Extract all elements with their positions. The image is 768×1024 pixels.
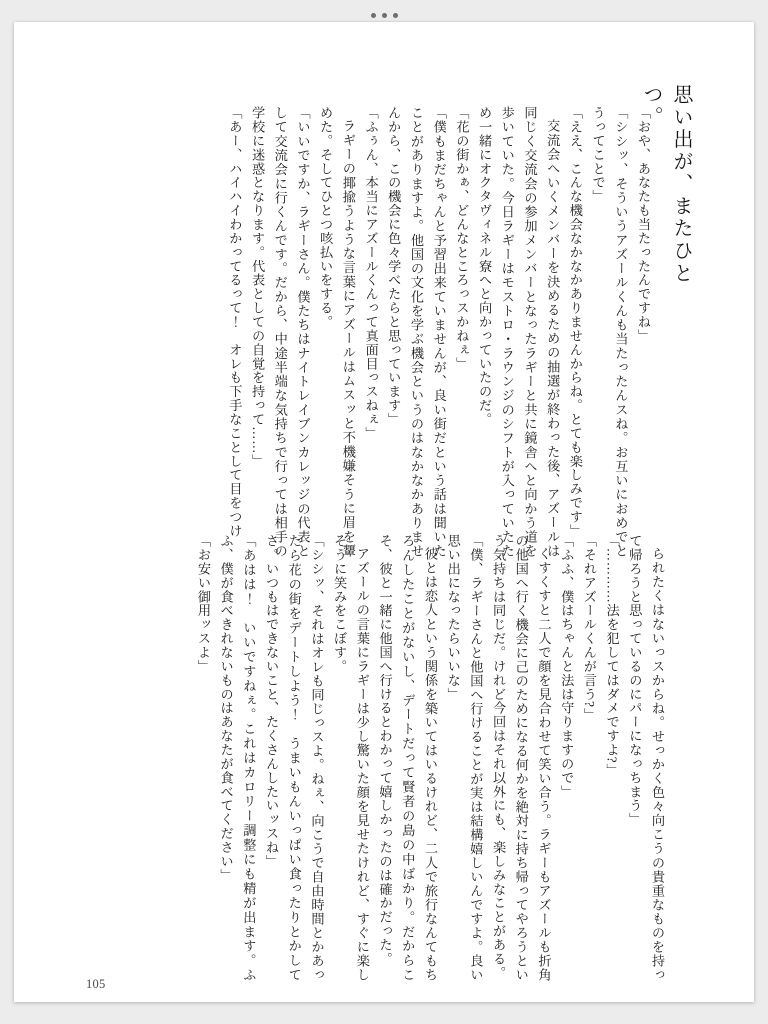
paragraph: 「お安い御用ッスよ」 — [195, 534, 211, 674]
paragraph: 「花の街かぁ、どんなところっスかねぇ」 — [454, 106, 470, 371]
page-number: 105 — [86, 977, 106, 991]
paragraph: 「ふぅん、本当にアズールくんって真面目っスねぇ」 — [363, 106, 379, 441]
paragraph: 「いいですか、ラギーさん。僕たちはナイトレイブンカレッジの代表として交流会に行くんです。だから、中途半端な気持ちで行っては相手の学校に迷惑となります。代表としての自覚を持って……」 — [250, 106, 311, 558]
handle-dot-3 — [393, 13, 398, 18]
paragraph: 彼とは恋人という関係を築いてはいるけれど、二人で旅行なんてもちろんしたことがないし、デートだって賢者の島の中ばかり。だからこそ、彼と一緒に他国へ行けるとわかって嬉しかったのは確かだった。 — [377, 534, 438, 982]
paragraph: 「僕もまだちゃんと予習出来ていませんが、良い街だという話は聞いたことがありますよ。他国の文化を学ぶ機会というのはなかなかありませんから、この機会に色々学べたらと思っています」 — [386, 106, 447, 558]
paragraph: 「僕、ラギーさんと他国へ行けることが実は結構嬉しいんですよ。良い思い出になったらいいな」 — [445, 534, 484, 982]
paragraph: くすくすと二人で顔を見合わせて笑い合う。ラギーもアズールも折角の他国へ行く機会に己のためになる何かを絶対に持ち帰ってやろうという気持ちは同じだ。けれど今回はそれ以外にも、楽しみなことがある。 — [491, 534, 552, 982]
paragraph: 「それアズールくんが言う?」 — [581, 534, 597, 722]
paragraph: 「あー、ハイハイわかってるって！ オレも下手なことして目をつけ — [227, 106, 243, 538]
paragraph: 「ふふ、僕はちゃんと法は守りますので」 — [559, 534, 575, 799]
paragraph: 「…………法を犯してはダメですよ?」 — [604, 534, 620, 778]
handle-dot-2 — [382, 13, 387, 18]
handle-dot-1 — [371, 13, 376, 18]
body-text-upper — [214, 106, 654, 558]
paragraph: 「あはは！ いいですねぇ。これはカロリー調整にも精が出ます。ふふ、僕が食べきれないものはあなたが食べてください」 — [218, 534, 257, 982]
body-text-lower — [58, 534, 668, 982]
book-page — [14, 22, 754, 1002]
paragraph: アズールの言葉にラギーは少し驚いた顔を見せたけれど、すぐに楽しそうに笑みをこぼす。 — [332, 534, 370, 982]
paragraph: 「シシッ、それはオレも同じっスよ。ねぇ、向こうで自由時間とかあったら花の街をデートしよう！ うまいもんいっぱい食ったりとかしてさ。いつもはできないこと、たくさんしたいッスね」 — [264, 534, 325, 982]
paragraph: 「ええ、こんな機会なかなかありませんからね。とても楽しみです」 — [567, 106, 583, 538]
paragraph: られたくはないっスからね。せっかく色々向こうの貴重なものを持って帰ろうと思っているのにパーになっちまう」 — [627, 534, 665, 982]
paragraph: 「おや、あなたも当たったんですね」 — [636, 106, 651, 343]
page-title: 思い出が、またひとつ。 — [640, 84, 692, 284]
paragraph: ラギーの揶揄うような言葉にアズールはムスッと不機嫌そうに眉を顰めた。そしてひとつ咳払いをする。 — [318, 106, 356, 558]
paragraph: 「シシッ、そういうアズールくんも当たったんスね。お互いにおめでとうってことで」 — [590, 106, 629, 558]
paragraph: 交流会へいくメンバーを決めるための抽選が終わった後、アズールは同じく交流会の参加メンバーとなったラギーと共に鏡舎へと向かう道を歩いていた。今日ラギーはモストロ・ラウンジのシフトが入っていたため一緒にオクタヴィネル寮へと向かっていたのだ。 — [477, 106, 561, 558]
